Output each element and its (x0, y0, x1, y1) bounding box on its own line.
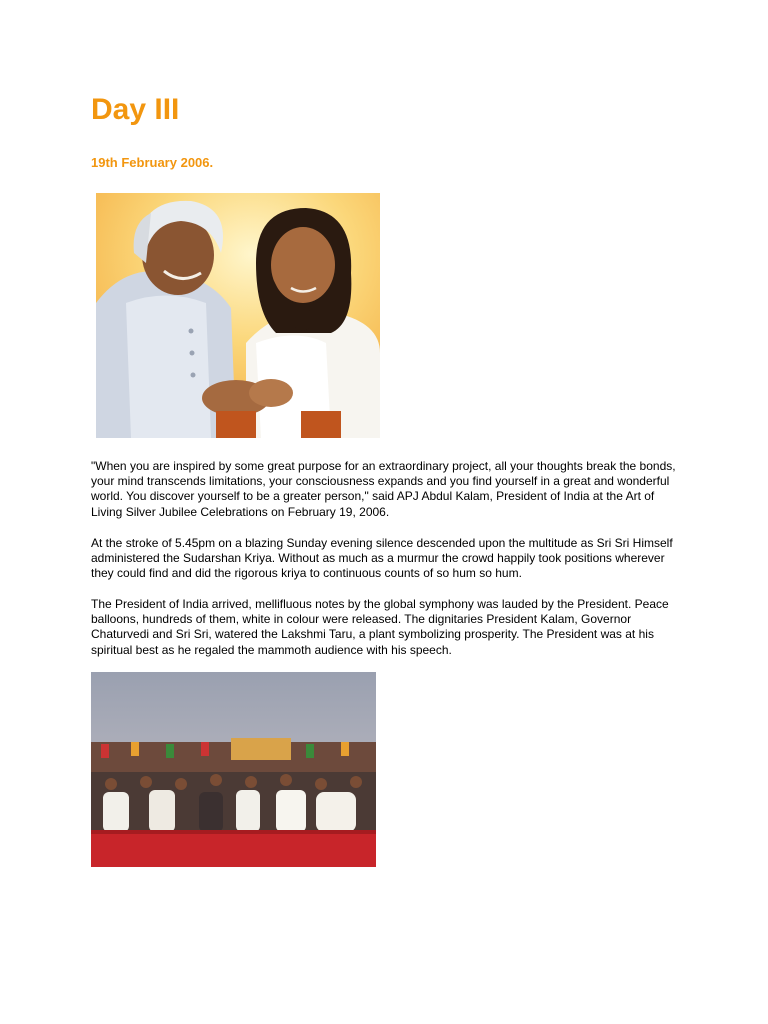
page-title: Day III (91, 93, 180, 126)
photo-dignitaries-on-stage (91, 672, 376, 867)
page-date: 19th February 2006. (91, 155, 214, 170)
paragraph-kalam-quote: "When you are inspired by some great purpose for an extraordinary project, all your thoughts break the bonds, your mind transcends limitations, your consciousness expands and you find yourself in a great and wonderful world. You discover yourself to be a greater person," said APJ Abdul Kalam, President of India at the Art of Living Silver Jubilee Celebrations on February 19, 2006. (91, 459, 676, 519)
photo-two-men-handshake (96, 193, 380, 438)
paragraph-sudarshan-kriya: At the stroke of 5.45pm on a blazing Sunday evening silence descended upon the multitude as Sri Sri Himself administered the Sudarshan Kriya. Without as much as a murmur the crowd happily took positions wherever they could find and did the rigorous kriya to continuous counts of so hum so hum. (91, 536, 673, 581)
paragraph-president-arrival: The President of India arrived, mellifluous notes by the global symphony was lauded by the President. Peace balloons, hundreds of them, white in colour were released. The dignitaries President Kalam, Governor Chaturvedi and Sri Sri, watered the Lakshmi Taru, a plant symbolizing prosperity. The President was at his spiritual best as he regaled the mammoth audience with his speech. (91, 597, 669, 657)
